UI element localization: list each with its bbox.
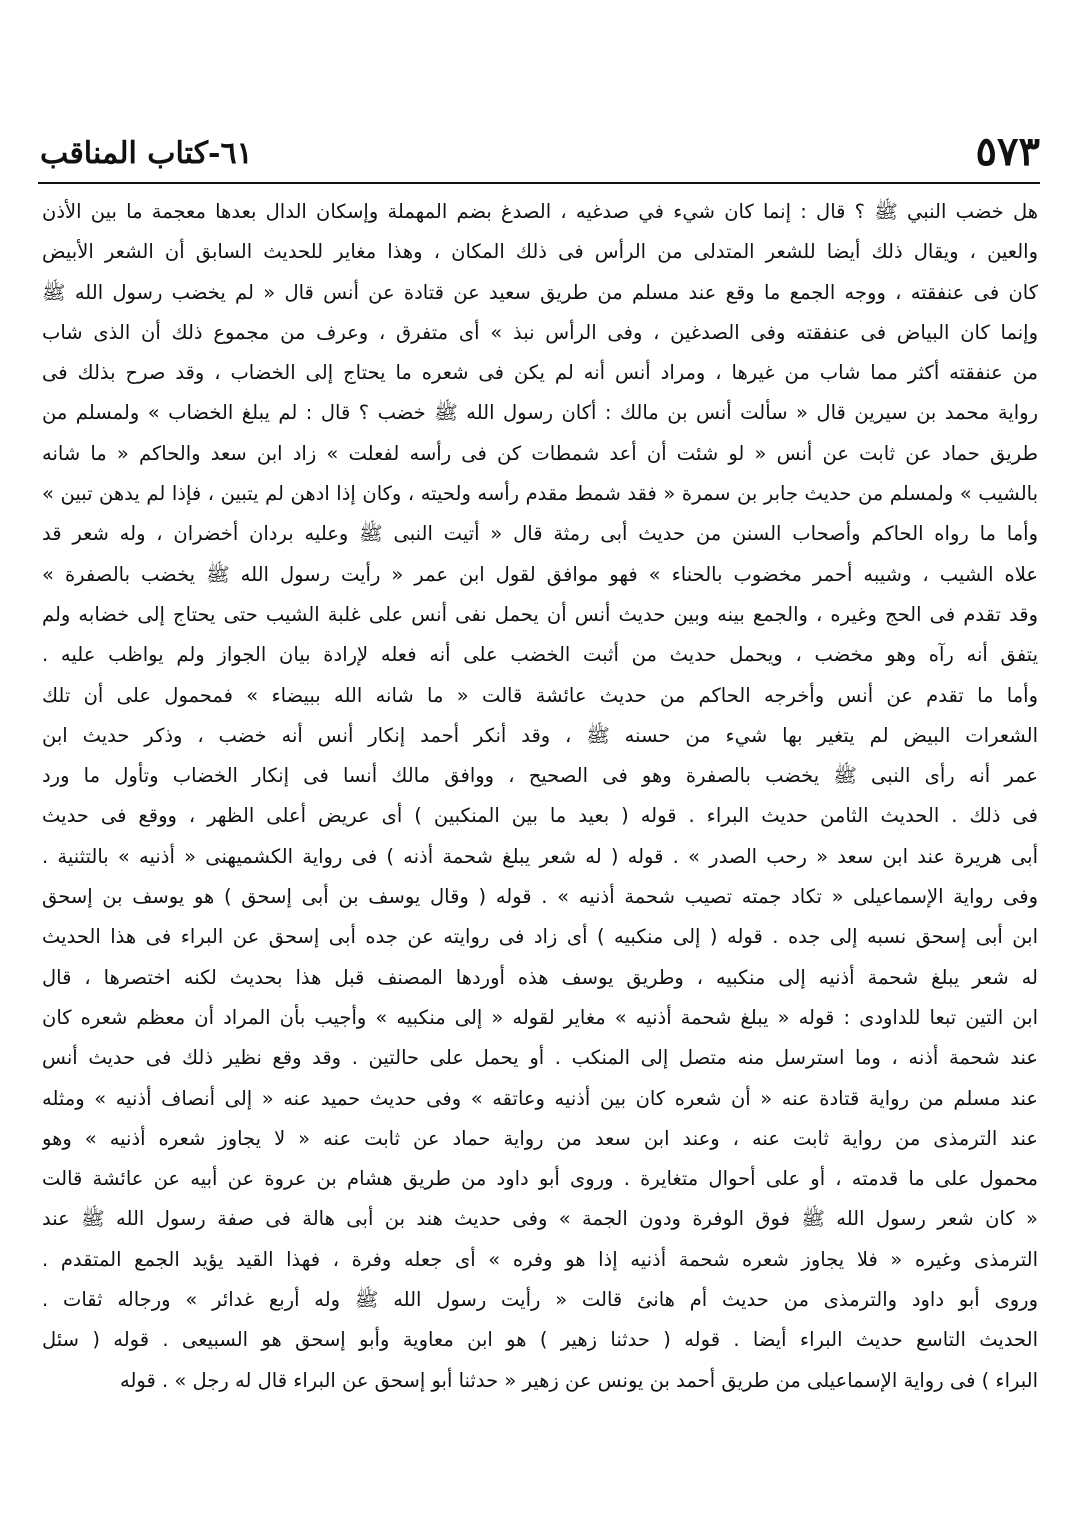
text-line: علاه الشيب ، وشيبه أحمر مخضوب بالحناء » فهو موافق لقول ابن عمر « رأيت رسول الله ﷺ يخضب بالصفرة » [42,562,1038,586]
text-line: والعين ، ويقال ذلك أيضا للشعر المتدلى من الرأس فى ذلك المكان ، وهذا مغاير للحديث السابق أن الشعر الأبيض [42,240,1038,264]
text-line: الترمذى وغيره « فلا يجاوز شعره شحمة أذنيه إذا هو وفره » أى جعله وفرة ، فهذا القيد يؤيد الجمع المتقدم . [42,1247,1038,1271]
text-line: رواية محمد بن سيرين قال « سألت أنس بن مالك : أكان رسول الله ﷺ خضب ؟ قال : لم يبلغ الخضاب » ولمسلم من [42,401,1038,425]
text-line: وروى أبو داود والترمذى من حديث أم هانئ قالت « رأيت رسول الله ﷺ وله أربع غدائر » ورجاله ثقات . [42,1288,1038,1312]
text-line: من عنفقته أكثر مما شاب من غيرها ، ومراد أنس أنه لم يكن فى شعره ما يحتاج إلى الخضاب ، وقد صرح بذلك فى [42,361,1038,385]
text-line: وأما ما رواه الحاكم وأصحاب السنن من حديث أبى رمثة قال « أتيت النبى ﷺ وعليه بردان أخضران ، وله شعر قد [42,522,1038,546]
text-line: الشعرات البيض لم يتغير بها شيء من حسنه ﷺ ، وقد أنكر أحمد إنكار أنس أنه خضب ، وذكر حديث ابن [42,723,1038,747]
text-line: وأما ما تقدم عن أنس وأخرجه الحاكم من حديث عائشة قالت « ما شانه الله ببيضاء » فمحمول على أن تلك [42,683,1038,707]
header-rule [38,182,1040,184]
text-line: عند مسلم من رواية قتادة عنه « أن شعره كان بين أذنيه وعاتقه » وفى حديث حميد عنه « إلى أنصاف أذنيه » ومثله [42,1086,1038,1110]
text-line: الحديث التاسع حديث البراء أيضا . قوله ( حدثنا زهير ) هو ابن معاوية وأبو إسحق هو السبيعى . قوله ( سئل [42,1328,1038,1352]
text-line: طريق حماد عن ثابت عن أنس « لو شئت أن أعد شمطات كن فى رأسه لفعلت » زاد ابن سعد والحاكم « ما شانه [42,441,1038,465]
text-line: له شعر يبلغ شحمة أذنيه إلى منكبيه ، وطريق يوسف هذه أوردها المصنف قبل هذا بحديث لكنه اختصرها ، قال [42,965,1038,989]
text-line: أبى هريرة عند ابن سعد « رحب الصدر » . قوله ( له شعر يبلغ شحمة أذنه ) فى رواية الكشميهنى « أذنيه » بالتثنية . [42,844,1038,868]
text-line: ابن أبى إسحق نسبه إلى جده . قوله ( إلى منكبيه ) أى زاد فى روايته عن جده أبى إسحق عن البراء فى هذا الحديث [42,925,1038,949]
page-header [40,128,1040,176]
text-line: عند الترمذى من رواية ثابت عنه ، وعند ابن سعد من رواية حماد عن ثابت عنه « لا يجاوز شعره أذنيه » وهو [42,1126,1038,1150]
text-line: كان فى عنفقته ، ووجه الجمع ما وقع عند مسلم من طريق سعيد عن قتادة عن أنس قال « لم يخضب رسول الله ﷺ [42,280,1038,304]
text-line: وإنما كان البياض فى عنفقته وفى الصدغين ، وفى الرأس نبذ » أى متفرق ، وعرف من مجموع ذلك أن الذى شاب [42,320,1038,344]
text-line: عند شحمة أذنه ، وما استرسل منه متصل إلى المنكب . أو يحمل على حالتين . وقد وقع نظير ذلك فى حديث أنس [42,1046,1038,1070]
text-line: محمول على ما قدمته ، أو على أحوال متغايرة . وروى أبو داود من طريق هشام بن عروة عن أبيه عن عائشة قالت [42,1167,1038,1191]
text-line: عمر أنه رأى النبى ﷺ يخضب بالصفرة وهو فى الصحيح ، ووافق مالك أنسا فى إنكار الخضاب وتأول ما ورد [42,764,1038,788]
text-line: « كان شعر رسول الله ﷺ فوق الوفرة ودون الجمة » وفى حديث هند بن أبى هالة فى صفة رسول الله ﷺ عند [42,1207,1038,1231]
page-number: ٥٧٣ [975,128,1040,175]
running-title: ٦١-كتاب المناقب [40,136,253,171]
text-line: ابن التين تبعا للداودى : قوله « يبلغ شحمة أذنيه » مغاير لقوله « إلى منكبيه » وأجيب بأن المراد أن معظم شعره كان [42,1005,1038,1029]
text-line: يتفق أنه رآه وهو مخضب ، ويحمل حديث من أثبت الخضب على أنه فعله لإرادة بيان الجواز ولم يواظب عليه . [42,643,1038,667]
text-line: البراء ) فى رواية الإسماعيلى من طريق أحمد بن يونس عن زهير « حدثنا أبو إسحق عن البراء قال له رجل » . قوله [120,1368,1038,1392]
text-line: وقد تقدم فى الحج وغيره ، والجمع بينه وبين حديث أنس أن يحمل نفى أنس على غلبة الشيب حتى يحتاج إلى خضابه ولم [42,602,1038,626]
body-text [42,192,1038,1401]
text-line: بالشيب » ولمسلم من حديث جابر بن سمرة « فقد شمط مقدم رأسه ولحيته ، وكان إذا ادهن لم يتبين ، فإذا لم يدهن تبين » [42,482,1038,506]
text-line: فى ذلك . الحديث الثامن حديث البراء . قوله ( بعيد ما بين المنكبين ) أى عريض أعلى الظهر ، ووقع فى حديث [42,804,1038,828]
text-line: وفى رواية الإسماعيلى « تكاد جمته تصيب شحمة أذنيه » . قوله ( وقال يوسف بن أبى إسحق ) هو يوسف بن إسحق [42,885,1038,909]
text-line: هل خضب النبي ﷺ ؟ قال : إنما كان شيء في صدغيه ، الصدغ بضم المهملة وإسكان الدال بعدها معجمة ما بين الأذن [42,200,1038,223]
